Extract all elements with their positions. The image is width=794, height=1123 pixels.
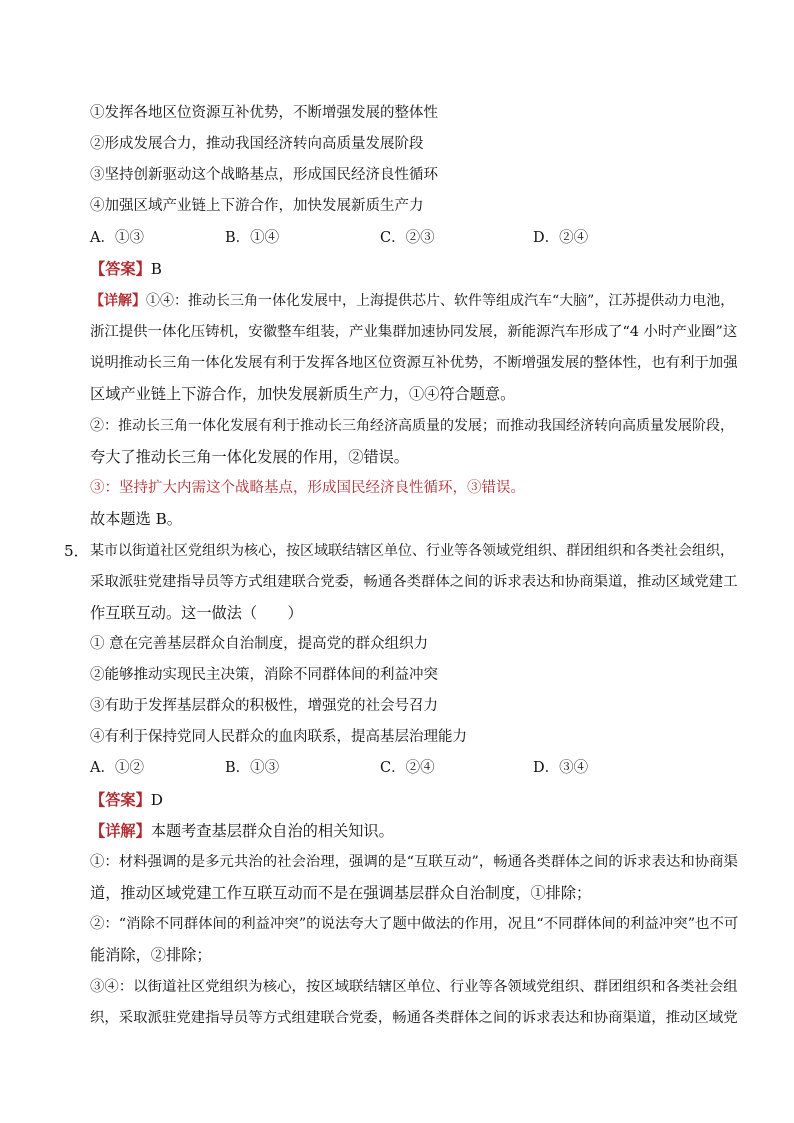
answer-label: 【答案】 xyxy=(90,260,151,278)
q5-explain1-line-2: 道，推动区域党建工作互联互动而不是在强调基层群众自治制度，①排除； xyxy=(90,884,592,902)
q5-stem-line-2: 采取派驻党建指导员等方式组建联合党委，畅通各类群体之间的诉求表达和协商渠道，推动区域党建工 xyxy=(90,574,738,590)
q5-explain34-line-2: 织，采取派驻党建指导员等方式组建联合党委，畅通各类群体之间的诉求表达和协商渠道，推动区域党 xyxy=(90,1010,738,1026)
q5-detail-line-1 xyxy=(90,821,394,841)
q4-choice-d: D．②④ xyxy=(533,230,589,246)
q4-choice-b: B．①④ xyxy=(225,230,280,246)
q4-detail-line-4: 区域产业链上下游合作，加快发展新质生产力，①④符合题意。 xyxy=(90,385,516,403)
q4-option-4: ④加强区域产业链上下游合作，加快发展新质生产力 xyxy=(90,198,424,214)
q4-detail-line-3: 说明推动长三角一体化发展有利于发挥各地区位资源互补优势，不断增强发展的整体性，也有利于加强 xyxy=(90,355,738,371)
q5-explain1-line-1: ①：材料强调的是多元共治的社会治理，强调的是“互联互动”，畅通各类群体之间的诉求表达和协商渠 xyxy=(90,854,738,870)
q4-explain2-line-2: 夸大了推动长三角一体化发展的作用，②错误。 xyxy=(90,448,409,466)
q5-explain2-line-2: 能消除，②排除； xyxy=(90,946,212,964)
q5-answer xyxy=(90,790,163,810)
q4-answer xyxy=(90,259,162,279)
q5-number: 5． xyxy=(64,542,89,560)
q5-explain2-line-1: ②：“消除不同群体间的利益冲突”的说法夸大了题中做法的作用，况且“不同群体间的利益冲突”也不可 xyxy=(90,916,739,932)
q4-choice-c: C．②③ xyxy=(380,230,435,246)
q5-explain34-line-1: ③④：以街道社区党组织为核心，按区域联结辖区单位、行业等各领域党组织、群团组织和各类社会组 xyxy=(90,979,738,995)
detail-text: 本题考查基层群众自治的相关知识。 xyxy=(150,822,394,840)
q4-conclusion: 故本题选 B。 xyxy=(90,510,182,528)
q4-option-3: ③坚持创新驱动这个战略基点，形成国民经济良性循环 xyxy=(90,167,438,183)
q4-option-1: ①发挥各地区位资源互补优势，不断增强发展的整体性 xyxy=(90,105,438,121)
detail-label: 【详解】 xyxy=(90,822,151,840)
q4-option-2: ②形成发展合力，推动我国经济转向高质量发展阶段 xyxy=(90,136,424,152)
q5-option-2: ②能够推动实现民主决策，消除不同群体间的利益冲突 xyxy=(90,667,438,683)
q4-detail-line-2: 浙江提供一体化压铸机，安徽整车组装，产业集群加速协同发展，新能源汽车形成了“4 小时产业圈”这 xyxy=(90,324,738,340)
q4-explain3: ③：坚持扩大内需这个战略基点，形成国民经济良性循环，③错误。 xyxy=(90,480,525,496)
q4-choice-a: A．①③ xyxy=(90,230,144,246)
q5-option-4: ④有利于保持党同人民群众的血肉联系，提高基层治理能力 xyxy=(90,729,467,745)
q4-explain2-line-1: ②：推动长三角一体化发展有利于推动长三角经济高质量的发展；而推动我国经济转向高质量发展阶段， xyxy=(90,418,734,434)
q5-stem-line-1: 某市以街道社区党组织为核心，按区域联结辖区单位、行业等各领域党组织、群团组织和各类社会组织， xyxy=(90,543,734,559)
q5-choice-d: D．③④ xyxy=(533,760,589,776)
detail-text: ①④：推动长三角一体化发展中，上海提供芯片、软件等组成汽车“大脑”，江苏提供动力电池， xyxy=(146,293,735,309)
q4-detail-line-1 xyxy=(90,291,734,311)
q5-choice-a: A．①② xyxy=(90,760,144,776)
q5-stem-line-3: 作互联互动。这一做法（ ） xyxy=(90,604,303,622)
q5-choice-c: C．②④ xyxy=(380,760,435,776)
detail-label: 【详解】 xyxy=(90,293,146,309)
q5-option-1: ① 意在完善基层群众自治制度，提高党的群众组织力 xyxy=(90,636,429,652)
answer-label: 【答案】 xyxy=(90,791,151,809)
answer-value: B xyxy=(150,260,162,278)
q5-choice-b: B．①③ xyxy=(225,760,280,776)
q5-option-3: ③有助于发挥基层群众的积极性，增强党的社会号召力 xyxy=(90,698,438,714)
answer-value: D xyxy=(150,791,163,809)
